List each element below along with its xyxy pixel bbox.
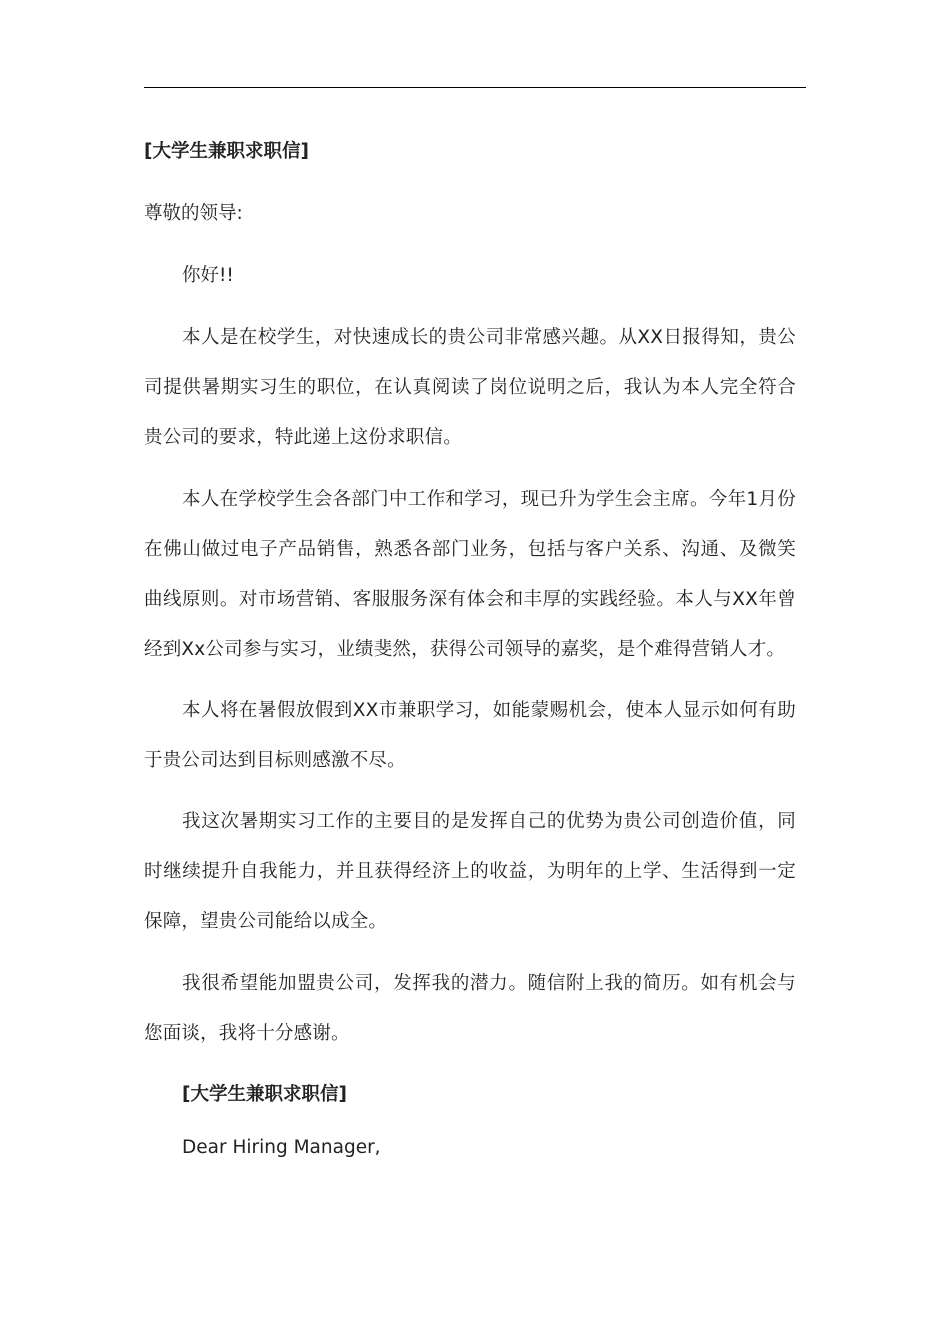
header-rule (144, 87, 806, 88)
salutation: 尊敬的领导: (144, 203, 243, 224)
paragraph: 我很希望能加盟贵公司，发挥我的潜力。随信附上我的简历。如有机会与您面谈，我将十分感谢。 (144, 973, 796, 1044)
paragraph: 本人是在校学生，对快速成长的贵公司非常感兴趣。从XX日报得知，贵公司提供暑期实习生的职位，在认真阅读了岗位说明之后，我认为本人完全符合贵公司的要求，特此递上这份求职信。 (144, 327, 796, 448)
english-salutation: Dear Hiring Manager, (182, 1137, 381, 1158)
second-heading: [大学生兼职求职信] (182, 1084, 347, 1105)
paragraph: 本人将在暑假放假到XX市兼职学习，如能蒙赐机会，使本人显示如何有助于贵公司达到目标则感激不尽。 (144, 700, 796, 771)
greeting: 你好!! (182, 265, 234, 286)
paragraph: 我这次暑期实习工作的主要目的是发挥自己的优势为贵公司创造价值，同时继续提升自我能力，并且获得经济上的收益，为明年的上学、生活得到一定保障，望贵公司能给以成全。 (144, 811, 796, 932)
letter-heading: [大学生兼职求职信] (144, 141, 309, 162)
paragraph: 本人在学校学生会各部门中工作和学习，现已升为学生会主席。今年1月份在佛山做过电子产品销售，熟悉各部门业务，包括与客户关系、沟通、及微笑曲线原则。对市场营销、客服服务深有体会和丰厚的实践经验。本人与XX年曾经到Xx公司参与实习，业绩斐然，获得公司领导的嘉奖，是个难得营销人才。 (144, 489, 796, 660)
